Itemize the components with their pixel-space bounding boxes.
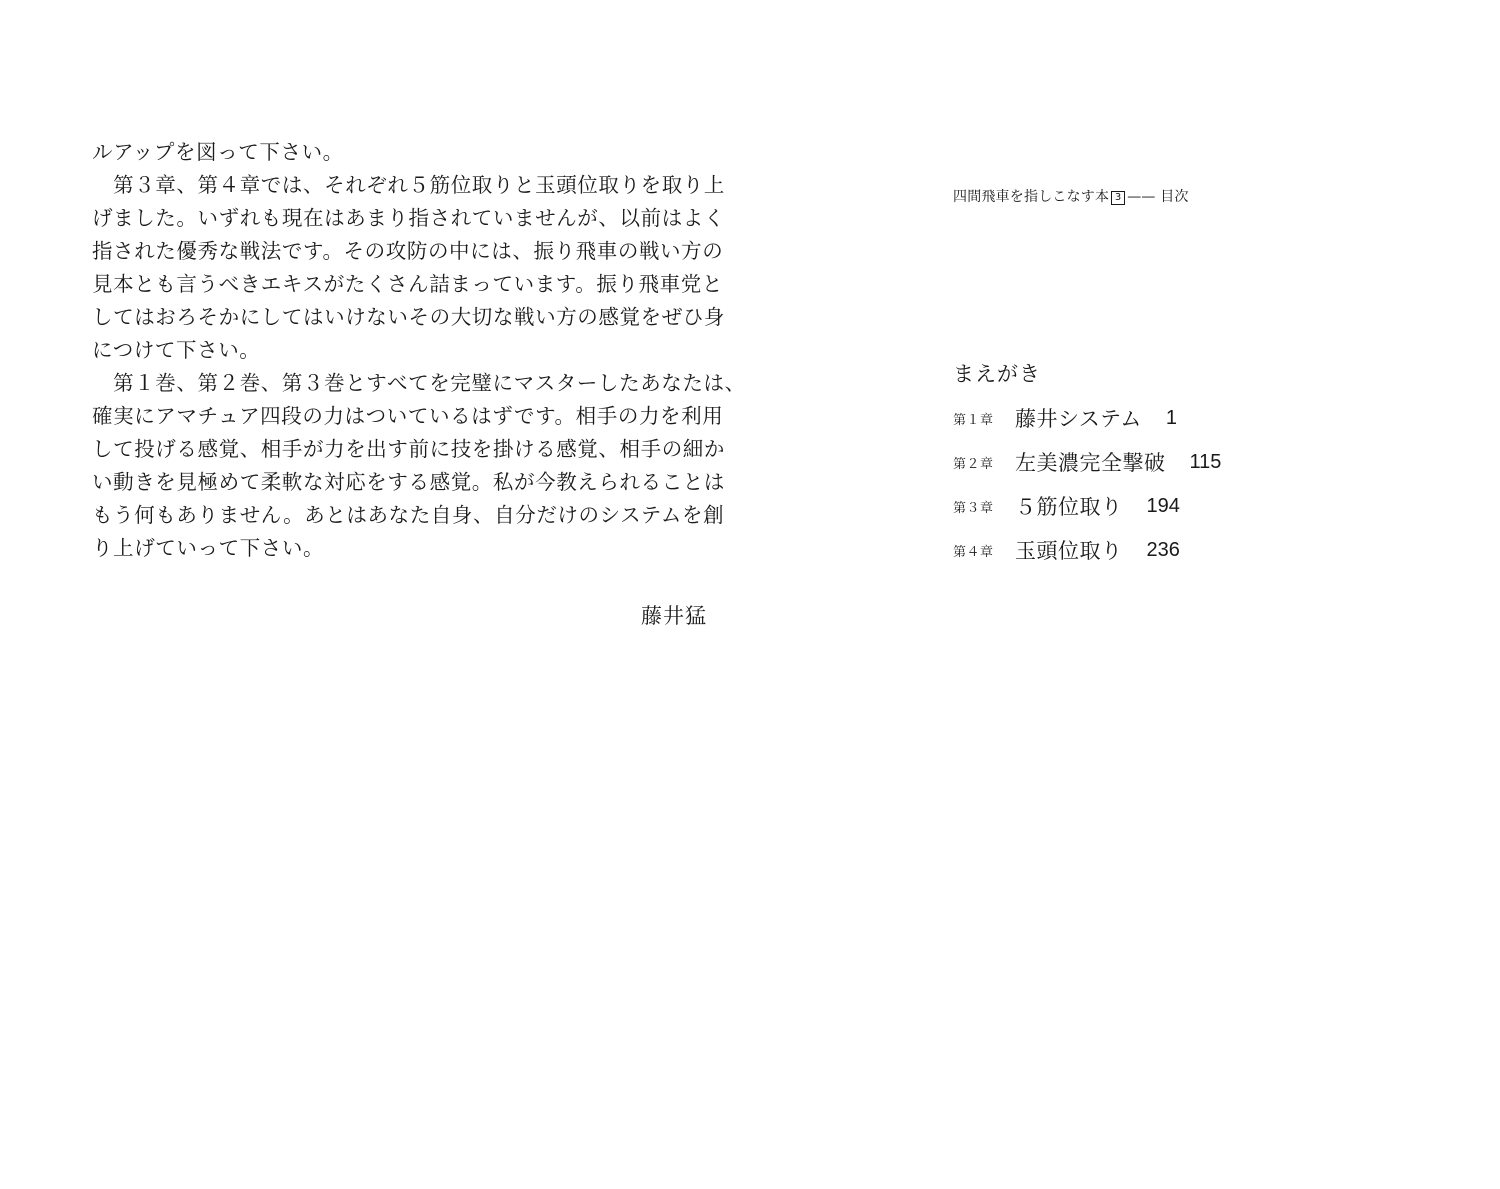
toc-chapter-title: 左美濃完全撃破	[1015, 451, 1166, 475]
body-line: い動きを見極めて柔軟な対応をする感覚。私が今教えられることは	[92, 470, 725, 494]
toc-chapter-number: 第１章	[953, 412, 994, 428]
body-line: してはおろそかにしてはいけないその大切な戦い方の感覚をぜひ身	[92, 305, 725, 329]
toc-entry	[953, 401, 1177, 435]
toc-entry	[953, 533, 1180, 567]
toc-entry	[953, 445, 1221, 479]
volume-number-box: 3	[1111, 191, 1125, 205]
preface-body	[92, 136, 746, 565]
body-line: して投げる感覚、相手が力を出す前に技を掛ける感覚、相手の細か	[92, 437, 725, 461]
body-line: 見本とも言うべきエキスがたくさん詰まっています。振り飛車党と	[92, 272, 723, 296]
toc-chapter-title: ５筋位取り	[1015, 495, 1123, 519]
toc-page-number: 194	[1146, 494, 1180, 517]
body-line: 第１巻、第２巻、第３巻とすべてを完璧にマスターしたあなたは、	[92, 371, 746, 395]
body-line: 確実にアマチュア四段の力はついているはずです。相手の力を利用	[92, 404, 724, 428]
body-line: につけて下さい。	[92, 338, 261, 362]
toc-chapter-title: 藤井システム	[1015, 407, 1142, 431]
toc-entry	[953, 489, 1180, 523]
body-line: ルアップを図って下さい。	[92, 140, 344, 164]
running-head-suffix: —— 目次	[1127, 189, 1189, 205]
toc-preface: まえがき	[953, 362, 1041, 386]
book-title: 四間飛車を指しこなす本	[953, 189, 1110, 205]
body-line: 第３章、第４章では、それぞれ５筋位取りと玉頭位取りを取り上	[92, 173, 725, 197]
toc-chapter-number: 第３章	[953, 500, 994, 516]
toc-chapter-number: 第４章	[953, 544, 994, 560]
body-line: もう何もありません。あとはあなた自身、自分だけのシステムを創	[92, 503, 725, 527]
running-head	[953, 186, 1189, 206]
toc-chapter-title: 玉頭位取り	[1015, 539, 1123, 563]
toc-page-number: 115	[1189, 450, 1222, 473]
body-line: り上げていって下さい。	[92, 536, 325, 560]
author-name: 藤井猛	[641, 604, 707, 628]
body-line: げました。いずれも現在はあまり指されていませんが、以前はよく	[92, 206, 725, 230]
body-line: 指された優秀な戦法です。その攻防の中には、振り飛車の戦い方の	[92, 239, 724, 263]
toc-page-number: 1	[1165, 406, 1178, 429]
toc-chapter-number: 第２章	[953, 456, 994, 472]
toc-page-number: 236	[1146, 538, 1180, 561]
